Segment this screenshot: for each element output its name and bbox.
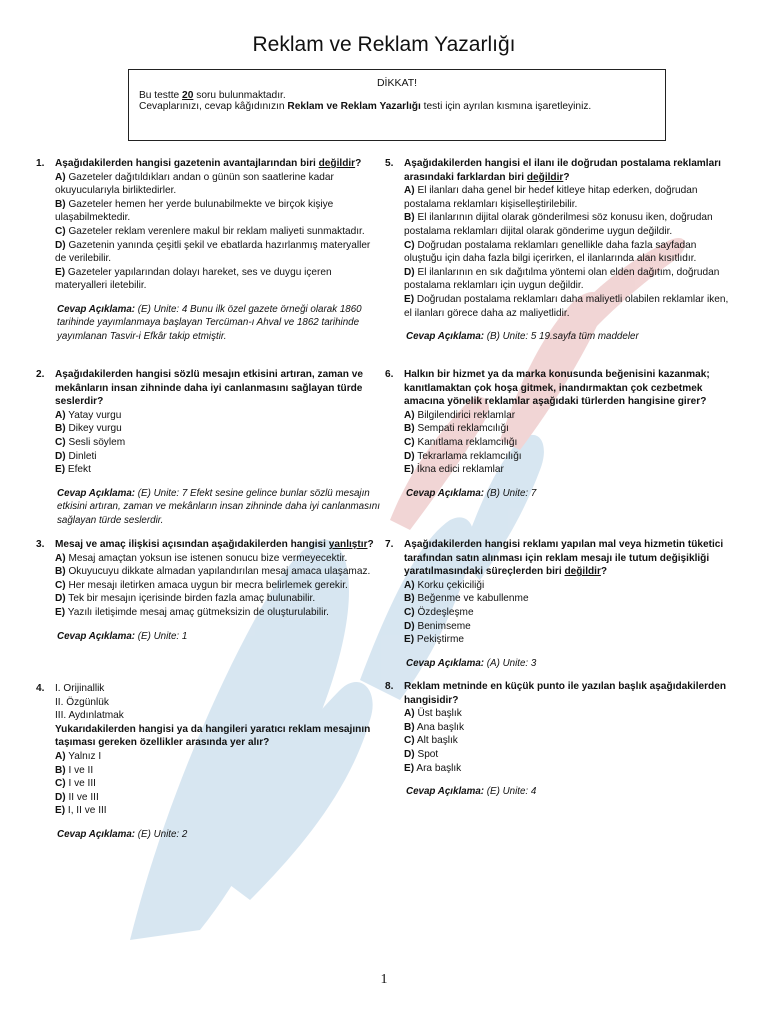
question-stem: Aşağıdakilerden hangisi sözlü mesajın etkisini artıran, zaman ve mekânların insan zihninde daha iyi canlanmasını sağlayan türde seslerdir?: [55, 369, 363, 408]
option-b[interactable]: [55, 422, 381, 436]
option-c[interactable]: [404, 436, 733, 450]
option-letter: E): [404, 464, 415, 476]
option-b[interactable]: [55, 198, 381, 225]
question-stem: [404, 157, 733, 184]
answer-explanation: [55, 630, 381, 643]
question-stem: [55, 538, 381, 552]
question-number: 6.: [385, 369, 394, 380]
option-text: Bilgilendirici reklamlar: [414, 409, 516, 421]
option-letter: A): [404, 579, 415, 591]
option-e[interactable]: [55, 804, 381, 818]
option-letter: C): [55, 579, 66, 591]
option-text: Yatay vurgu: [65, 409, 122, 421]
option-d[interactable]: [55, 592, 381, 606]
option-letter: A): [55, 171, 66, 183]
option-a[interactable]: [404, 707, 733, 721]
stem-text: Mesaj ve amaç ilişkisi açısından aşağıdakilerden hangisi: [55, 539, 329, 550]
option-c[interactable]: [55, 777, 381, 791]
stem-end: ?: [563, 171, 570, 183]
answer-text: (A) Unite: 3: [484, 657, 537, 669]
option-letter: A): [55, 552, 66, 564]
option-text: Kanıtlama reklamcılığı: [414, 436, 518, 448]
question-1: [36, 157, 381, 343]
option-text: Efekt: [65, 464, 91, 476]
option-text: Okuyucuyu dikkate almadan yapılandırılan mesaj amaca ulaşamaz.: [65, 566, 371, 578]
option-c[interactable]: [404, 734, 733, 748]
option-letter: E): [404, 634, 415, 646]
option-text: I ve III: [65, 778, 96, 790]
notice-line-2-pre: Cevaplarınızı, cevap kâğıdınızın: [139, 101, 288, 112]
option-letter: E): [55, 606, 66, 618]
option-text: Tek bir mesajın içerisinde birden fazla amaç bulunabilir.: [65, 593, 316, 605]
option-text: Gazeteler reklam verenlere makul bir reklam maliyeti sunmaktadır.: [65, 225, 365, 237]
option-letter: B): [404, 593, 415, 605]
option-text: Özdeşleşme: [414, 606, 474, 618]
option-text: El ilanları daha genel bir hedef kitleye hitap ederken, doğrudan postalama reklamları kişiselleştirilebilir.: [404, 185, 698, 210]
question-2: [36, 368, 381, 527]
option-text: I ve II: [65, 764, 94, 776]
option-e[interactable]: [404, 463, 733, 477]
option-letter: D): [404, 620, 415, 632]
stem-end: ?: [600, 566, 608, 578]
option-d[interactable]: [404, 748, 733, 762]
answer-label: Cevap Açıklama:: [57, 828, 136, 840]
option-letter: D): [55, 450, 66, 462]
stem-end: ?: [355, 158, 362, 169]
option-letter: B): [55, 198, 66, 210]
notice-line-2-post: testi için ayrılan kısmına işaretleyiniz.: [420, 101, 592, 112]
option-letter: E): [404, 293, 415, 305]
option-a[interactable]: [404, 579, 733, 593]
question-7: [385, 538, 733, 670]
answer-text: (B) Unite: 7: [484, 487, 537, 499]
stem-text: Aşağıdakilerden hangisi gazetenin avantajlarından biri: [55, 158, 319, 169]
option-a[interactable]: [404, 409, 733, 423]
option-text: Gazetenin yanında çeşitli şekil ve ebatlarda hazırlanmış materyaller de verilebilir.: [55, 239, 371, 265]
option-b[interactable]: [404, 211, 733, 238]
stem-emphasis: değildir: [564, 566, 601, 578]
option-text: II ve III: [65, 791, 99, 803]
stem-end: ?: [367, 539, 374, 550]
option-e[interactable]: [55, 266, 381, 293]
notice-line-1-post: soru bulunmaktadır.: [193, 89, 286, 101]
option-text: Korku çekiciliği: [414, 579, 485, 591]
answer-label: Cevap Açıklama:: [406, 487, 485, 499]
answer-explanation: [404, 487, 733, 500]
option-d[interactable]: [55, 450, 381, 464]
answer-label: Cevap Açıklama:: [57, 487, 136, 499]
option-letter: D): [404, 748, 415, 760]
question-stem: Halkın bir hizmet ya da marka konusunda beğenisini kazanmak; kanıtlamaktan çok hoşa gitmek, inandırmaktan çok cezbetmek amacına yönelik reklamlar aşağıdaki türlerden hangisine girer?: [404, 369, 710, 408]
question-number: 4.: [36, 683, 45, 694]
answer-text: (B) Unite: 5 19.sayfa tüm maddeler: [484, 331, 639, 343]
option-c[interactable]: [404, 239, 733, 266]
option-b[interactable]: [404, 592, 733, 606]
premise-2: II. Özgünlük: [55, 696, 109, 708]
stem-emphasis: değildir: [526, 171, 564, 183]
option-text: Doğrudan postalama reklamları genellikle daha fazla sayfadan oluştuğu için daha fazla bilgi içerirken, el ilanlarında alan kısıtlıdır.: [404, 239, 697, 265]
question-number: 2.: [36, 369, 45, 380]
premise-3: III. Aydınlatmak: [55, 710, 124, 722]
question-3: [36, 538, 381, 643]
option-text: Doğrudan postalama reklamları daha maliyetli olabilen reklamlar iken, el ilanları görece daha az maliyetlidir.: [404, 293, 729, 319]
option-letter: B): [55, 566, 66, 578]
option-text: Yazılı iletişimde mesaj amaç gütmeksizin de oluşturulabilir.: [65, 606, 329, 618]
option-d[interactable]: [55, 239, 381, 266]
premise-1: I. Orijinallik: [55, 683, 105, 694]
option-text: Sesli söylem: [65, 436, 126, 448]
option-text: Her mesajı iletirken amaca uygun bir mecra belirlemek gerekir.: [65, 579, 348, 591]
notice-heading: DİKKAT!: [376, 77, 418, 89]
answer-label: Cevap Açıklama:: [406, 657, 485, 669]
option-e[interactable]: [55, 463, 381, 477]
option-a[interactable]: [55, 750, 381, 764]
question-5: [385, 157, 733, 344]
option-text: Gazeteler hemen her yerde bulunabilmekte ve birçok kişiye ulaşabilmektedir.: [55, 198, 334, 224]
option-letter: E): [55, 266, 66, 278]
option-text: Beğenme ve kabullenme: [414, 593, 529, 605]
option-text: El ilanlarının en sık dağıtılma yöntemi olan elden dağıtım, doğrudan postalama reklamları için uygun değildir.: [404, 266, 720, 292]
option-letter: B): [55, 423, 66, 435]
option-text: Ana başlık: [414, 721, 465, 733]
option-text: Alt başlık: [414, 735, 458, 747]
option-e[interactable]: [404, 633, 733, 647]
notice-line-2: [139, 101, 655, 113]
option-text: Yalnız I: [65, 750, 102, 762]
option-c[interactable]: [55, 579, 381, 593]
notice-line-1: [139, 90, 655, 102]
answer-explanation: [404, 330, 733, 343]
option-letter: D): [55, 593, 66, 605]
option-d[interactable]: [404, 450, 733, 464]
answer-explanation: [404, 657, 733, 670]
option-letter: C): [404, 239, 415, 251]
question-number: 7.: [385, 539, 394, 550]
answer-text: (E) Unite: 2: [135, 828, 188, 840]
answer-label: Cevap Açıklama:: [406, 786, 485, 798]
page-number: 1: [380, 972, 388, 987]
option-c[interactable]: [55, 225, 381, 239]
option-letter: E): [55, 805, 66, 817]
notice-line-1-pre: Bu testte: [139, 89, 183, 101]
option-text: El ilanlarının dijital olarak gönderilmesi söz konusu iken, doğrudan postalama reklamları dijital olarak gönderime uygun değildir.: [404, 212, 713, 237]
question-4: [36, 682, 381, 841]
option-b[interactable]: [55, 565, 381, 579]
answer-explanation: [55, 487, 381, 527]
option-letter: C): [404, 606, 415, 618]
option-letter: A): [404, 409, 415, 421]
answer-text: (E) Unite: 4: [484, 786, 537, 798]
question-stem: Reklam metninde en küçük punto ile yazılan başlık aşağıdakilerden hangisidir?: [404, 681, 726, 706]
question-number: 8.: [385, 681, 394, 692]
question-stem: Yukarıdakilerden hangisi ya da hangileri yaratıcı reklam mesajının taşıması gereken özellikler arasında yer alır?: [55, 723, 371, 749]
answer-label: Cevap Açıklama:: [57, 630, 136, 642]
option-c[interactable]: [404, 606, 733, 620]
option-letter: E): [55, 464, 66, 476]
option-letter: C): [404, 436, 415, 448]
option-letter: A): [404, 708, 415, 720]
option-c[interactable]: [55, 436, 381, 450]
option-b[interactable]: [404, 721, 733, 735]
answer-label: Cevap Açıklama:: [406, 331, 485, 343]
option-b[interactable]: [55, 764, 381, 778]
answer-explanation: [55, 303, 381, 343]
answer-text: (E) Unite: 7 Efekt sesine gelince bunlar sözlü mesajın etkisini artıran, zaman ve mekânların insan zihninde daha iyi canlanmasını sağlayan türde seslerdir.: [57, 487, 380, 526]
option-a[interactable]: [404, 184, 733, 211]
stem-emphasis: yanlıştır: [328, 539, 368, 550]
option-letter: E): [404, 762, 415, 774]
option-letter: A): [55, 750, 66, 762]
option-a[interactable]: [55, 409, 381, 423]
question-6: [385, 368, 733, 500]
option-text: I, II ve III: [65, 805, 107, 817]
option-e[interactable]: [404, 293, 733, 320]
notice-line-2-bold: Reklam ve Reklam Yazarlığı: [287, 101, 421, 112]
notice-box: [128, 69, 666, 141]
option-letter: B): [404, 721, 415, 733]
question-stem: [55, 157, 381, 171]
option-letter: A): [404, 185, 415, 197]
option-text: Üst başlık: [414, 708, 462, 720]
option-letter: C): [55, 436, 66, 448]
option-b[interactable]: [404, 422, 733, 436]
option-d[interactable]: [55, 791, 381, 805]
option-text: Pekiştirme: [414, 634, 465, 646]
answer-text: (E) Unite: 4 Bunu ilk özel gazete örneği olarak 1860 tarihinde yayımlanmaya başlayan Tercüman-ı Ahval ve 1862 tarihinde yayımlanan Tasvir-i Efkâr takip etmiştir.: [57, 303, 362, 342]
answer-explanation: [55, 828, 381, 841]
answer-explanation: [404, 785, 733, 798]
option-letter: D): [404, 266, 415, 278]
option-a[interactable]: [55, 171, 381, 198]
question-number: 3.: [36, 539, 45, 550]
question-number: 1.: [36, 158, 45, 169]
option-letter: B): [404, 423, 415, 435]
stem-text: Aşağıdakilerden hangisi reklamı yapılan mal veya hizmetin tüketici tarafından satın alınması için reklam mesajı ile tutum değişikliği yaratılmasındaki süreçlerden biri: [404, 539, 724, 578]
option-text: Benimseme: [414, 620, 471, 632]
option-text: Ara başlık: [414, 762, 462, 774]
option-a[interactable]: [55, 552, 381, 566]
option-text: Dikey vurgu: [65, 423, 122, 435]
option-letter: B): [404, 212, 415, 224]
option-letter: C): [55, 778, 66, 790]
question-8: [385, 680, 733, 799]
option-text: Dinleti: [65, 450, 97, 462]
option-text: Mesaj amaçtan yoksun ise istenen sonucu bize vermeyecektir.: [65, 552, 348, 564]
option-text: Gazeteler yapılarından dolayı hareket, ses ve duygu içeren materyalleri iletebilir.: [55, 266, 332, 292]
question-stem: [404, 538, 733, 579]
option-letter: D): [55, 791, 66, 803]
stem-text: Aşağıdakilerden hangisi el ilanı ile doğrudan postalama reklamları arasındaki farklardan biri: [404, 158, 721, 183]
option-e[interactable]: [404, 762, 733, 776]
option-text: Spot: [414, 748, 439, 760]
option-letter: C): [55, 225, 66, 237]
option-text: İkna edici reklamlar: [414, 464, 504, 476]
option-letter: D): [55, 239, 66, 251]
option-d[interactable]: [404, 620, 733, 634]
option-text: Gazeteler dağıtıldıkları andan o günün son saatlerine kadar okuyucularıyla birliktedirler.: [55, 171, 334, 197]
answer-text: (E) Unite: 1: [135, 630, 188, 642]
answer-label: Cevap Açıklama:: [57, 303, 136, 315]
option-d[interactable]: [404, 266, 733, 293]
option-letter: D): [404, 450, 415, 462]
page-title: Reklam ve Reklam Yazarlığı: [252, 33, 516, 56]
stem-emphasis: değildir: [318, 158, 356, 169]
option-letter: B): [55, 764, 66, 776]
option-letter: C): [404, 735, 415, 747]
question-number: 5.: [385, 158, 394, 169]
option-text: Tekrarlama reklamcılığı: [414, 450, 522, 462]
option-text: Sempati reklamcılığı: [414, 423, 509, 435]
question-count: 20: [182, 89, 194, 101]
option-letter: A): [55, 409, 66, 421]
option-e[interactable]: [55, 606, 381, 620]
